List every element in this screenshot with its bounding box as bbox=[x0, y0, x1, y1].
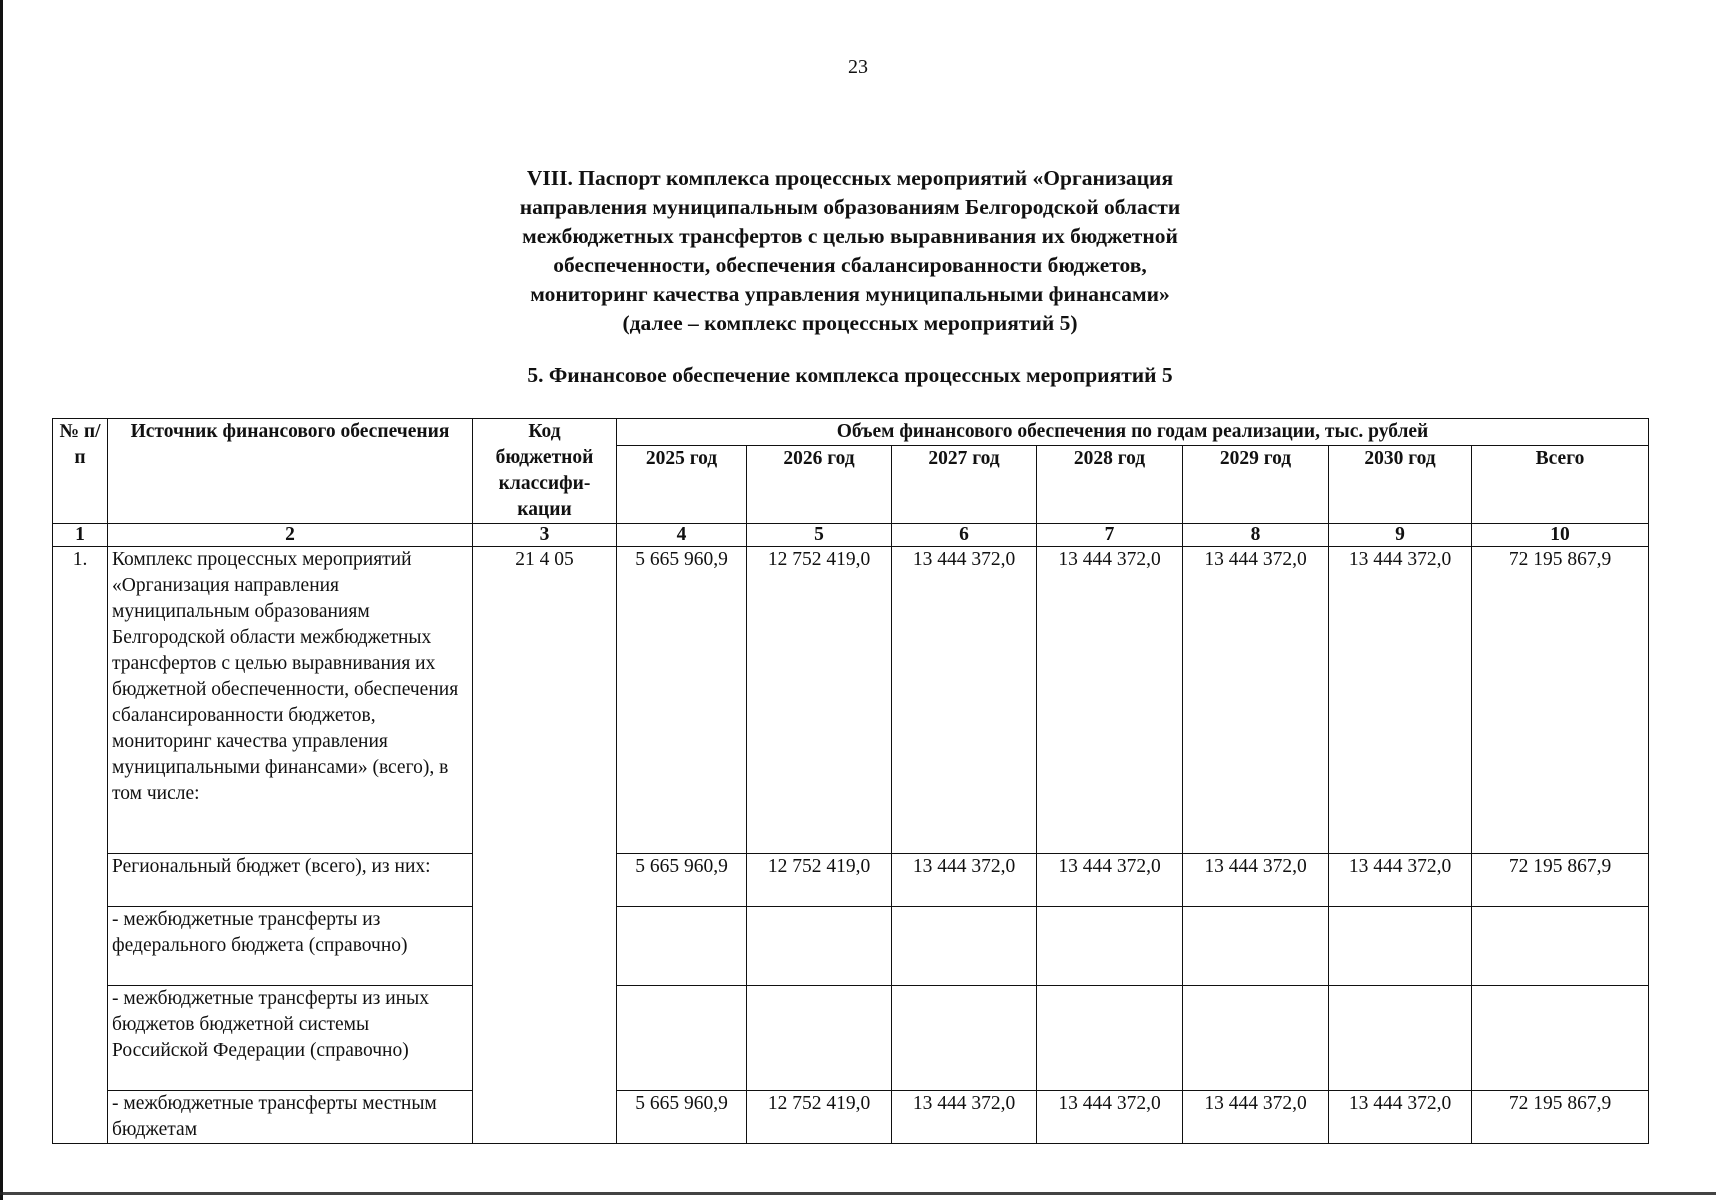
header-code-line: бюджетной bbox=[495, 447, 594, 468]
page-bottom-edge bbox=[0, 1192, 1716, 1195]
header-total: Всего bbox=[1472, 446, 1649, 524]
column-number: 2 bbox=[108, 524, 473, 547]
value-cell: 5 665 960,9 bbox=[617, 854, 747, 907]
value-cell bbox=[617, 986, 747, 1091]
title-line: мониторинг качества управления муниципальными финансами» bbox=[530, 282, 1170, 306]
value-cell bbox=[1183, 907, 1329, 986]
title-line: VIII. Паспорт комплекса процессных мероприятий «Организация bbox=[526, 166, 1174, 190]
table-row bbox=[53, 854, 1649, 907]
value-cell bbox=[1183, 986, 1329, 1091]
value-cell-total: 72 195 867,9 bbox=[1472, 1091, 1649, 1144]
header-row bbox=[53, 419, 1649, 446]
header-num: № п/п bbox=[53, 419, 108, 524]
header-code-line: классифи- bbox=[498, 473, 591, 494]
financing-table bbox=[52, 418, 1649, 1144]
value-cell bbox=[1037, 907, 1183, 986]
value-cell bbox=[747, 986, 892, 1091]
section-title bbox=[330, 164, 1370, 338]
row-source: - межбюджетные трансферты местным бюджетам bbox=[108, 1091, 473, 1144]
header-source: Источник финансового обеспечения bbox=[108, 419, 473, 524]
column-number: 8 bbox=[1183, 524, 1329, 547]
value-cell: 13 444 372,0 bbox=[1329, 854, 1472, 907]
value-cell: 12 752 419,0 bbox=[747, 1091, 892, 1144]
page-edge-line bbox=[0, 0, 3, 1200]
table-row bbox=[53, 547, 1649, 854]
column-number: 1 bbox=[53, 524, 108, 547]
title-line: обеспеченности, обеспечения сбалансированности бюджетов, bbox=[553, 253, 1147, 277]
row-source: - межбюджетные трансферты из иных бюджетов бюджетной системы Российской Федерации (справочно) bbox=[108, 986, 473, 1091]
value-cell: 12 752 419,0 bbox=[747, 854, 892, 907]
column-number: 7 bbox=[1037, 524, 1183, 547]
row-number: 1. bbox=[53, 547, 108, 1144]
value-cell bbox=[1329, 907, 1472, 986]
value-cell: 13 444 372,0 bbox=[892, 547, 1037, 854]
value-cell bbox=[1329, 986, 1472, 1091]
value-cell-total bbox=[1472, 986, 1649, 1091]
value-cell: 13 444 372,0 bbox=[1037, 547, 1183, 854]
value-cell bbox=[1037, 986, 1183, 1091]
row-source: Комплекс процессных мероприятий «Организация направления муниципальным образованиям Белгородской области межбюджетных трансфертов с целью выравнивания их бюджетной обеспеченности, обеспечения сбалансированности бюджетов, мониторинг качества управления муниципальными финансами» (всего), в том числе: bbox=[108, 547, 473, 854]
header-year: 2030 год bbox=[1329, 446, 1472, 524]
row-source: - межбюджетные трансферты из федерального бюджета (справочно) bbox=[108, 907, 473, 986]
page-number: 23 bbox=[848, 56, 868, 78]
value-cell: 13 444 372,0 bbox=[892, 854, 1037, 907]
header-year: 2025 год bbox=[617, 446, 747, 524]
title-line: направления муниципальным образованиям Белгородской области bbox=[519, 195, 1181, 219]
header-code bbox=[473, 419, 617, 524]
value-cell-total: 72 195 867,9 bbox=[1472, 547, 1649, 854]
column-number: 4 bbox=[617, 524, 747, 547]
value-cell: 13 444 372,0 bbox=[1183, 547, 1329, 854]
value-cell-total: 72 195 867,9 bbox=[1472, 854, 1649, 907]
row-code: 21 4 05 bbox=[473, 547, 617, 1144]
value-cell: 13 444 372,0 bbox=[1183, 1091, 1329, 1144]
value-cell: 13 444 372,0 bbox=[1329, 547, 1472, 854]
table-row bbox=[53, 986, 1649, 1091]
header-code-line: Код bbox=[528, 421, 561, 442]
value-cell: 13 444 372,0 bbox=[1037, 854, 1183, 907]
value-cell bbox=[892, 986, 1037, 1091]
value-cell: 13 444 372,0 bbox=[1183, 854, 1329, 907]
value-cell bbox=[747, 907, 892, 986]
value-cell: 13 444 372,0 bbox=[1329, 1091, 1472, 1144]
column-number: 6 bbox=[892, 524, 1037, 547]
value-cell: 5 665 960,9 bbox=[617, 1091, 747, 1144]
title-line: межбюджетных трансфертов с целью выравнивания их бюджетной bbox=[522, 224, 1178, 248]
header-year: 2027 год bbox=[892, 446, 1037, 524]
value-cell bbox=[892, 907, 1037, 986]
column-number: 5 bbox=[747, 524, 892, 547]
value-cell bbox=[617, 907, 747, 986]
header-year: 2028 год bbox=[1037, 446, 1183, 524]
column-numbers-row bbox=[53, 524, 1649, 547]
value-cell: 12 752 419,0 bbox=[747, 547, 892, 854]
title-line: (далее – комплекс процессных мероприятий 5) bbox=[622, 311, 1078, 335]
value-cell: 5 665 960,9 bbox=[617, 547, 747, 854]
header-year: 2026 год bbox=[747, 446, 892, 524]
header-code-line: кации bbox=[517, 499, 572, 520]
header-year: 2029 год bbox=[1183, 446, 1329, 524]
header-volume: Объем финансового обеспечения по годам реализации, тыс. рублей bbox=[617, 419, 1649, 446]
table-row bbox=[53, 1091, 1649, 1144]
value-cell: 13 444 372,0 bbox=[1037, 1091, 1183, 1144]
column-number: 10 bbox=[1472, 524, 1649, 547]
value-cell: 13 444 372,0 bbox=[892, 1091, 1037, 1144]
row-source: Региональный бюджет (всего), из них: bbox=[108, 854, 473, 907]
column-number: 9 bbox=[1329, 524, 1472, 547]
table-caption: 5. Финансовое обеспечение комплекса процессных мероприятий 5 bbox=[527, 363, 1173, 387]
table-row bbox=[53, 907, 1649, 986]
column-number: 3 bbox=[473, 524, 617, 547]
value-cell-total bbox=[1472, 907, 1649, 986]
